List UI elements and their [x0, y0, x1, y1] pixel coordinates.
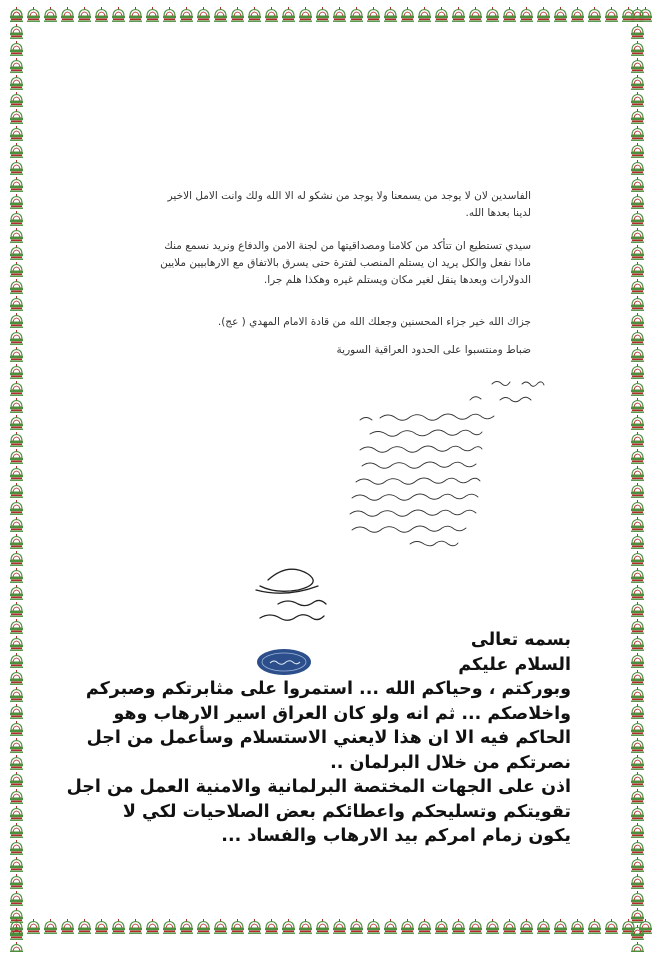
mosque-dome-icon	[569, 918, 586, 935]
mosque-dome-icon	[629, 499, 646, 516]
mosque-dome-icon	[161, 918, 178, 935]
mosque-dome-icon	[629, 108, 646, 125]
mosque-dome-icon	[8, 856, 25, 873]
mosque-dome-icon	[8, 193, 25, 210]
mosque-dome-icon	[501, 6, 518, 23]
mosque-dome-icon	[365, 6, 382, 23]
mosque-dome-icon	[59, 918, 76, 935]
mosque-dome-icon	[8, 40, 25, 57]
mosque-dome-icon	[552, 6, 569, 23]
letter-paragraph-1: الفاسدين لان لا يوجد من يسمعنا ولا يوجد من نشكو له الا الله ولك وانت الامل الاخير لدينا بعدها الله.	[167, 190, 531, 219]
mosque-dome-icon	[629, 907, 646, 924]
mosque-dome-icon	[8, 754, 25, 771]
letter-paragraph-3: جزاك الله خير جزاء المحسنين وجعلك الله من قادة الامام المهدي ( عج).	[217, 316, 531, 328]
mosque-dome-icon	[629, 261, 646, 278]
mosque-dome-icon	[629, 550, 646, 567]
transcription-line-2: السلام عليكم	[458, 654, 571, 675]
mosque-dome-icon	[144, 918, 161, 935]
mosque-dome-icon	[110, 6, 127, 23]
mosque-dome-icon	[127, 918, 144, 935]
transcription-line-9: يكون زمام امركم بيد الارهاب والفساد ...	[221, 826, 571, 846]
mosque-dome-icon	[8, 465, 25, 482]
mosque-dome-icon	[629, 125, 646, 142]
mosque-dome-icon	[246, 6, 263, 23]
mosque-dome-icon	[8, 873, 25, 890]
reply-transcription	[51, 628, 571, 849]
mosque-dome-icon	[467, 6, 484, 23]
mosque-dome-icon	[629, 465, 646, 482]
mosque-dome-icon	[629, 516, 646, 533]
mosque-dome-icon	[8, 941, 25, 952]
page-border-left	[8, 6, 42, 952]
mosque-dome-icon	[629, 448, 646, 465]
mosque-dome-icon	[8, 550, 25, 567]
mosque-dome-icon	[629, 142, 646, 159]
mosque-dome-icon	[8, 244, 25, 261]
mosque-dome-icon	[8, 805, 25, 822]
mosque-dome-icon	[629, 91, 646, 108]
mosque-dome-icon	[8, 720, 25, 737]
mosque-dome-icon	[629, 193, 646, 210]
mosque-dome-icon	[331, 6, 348, 23]
mosque-dome-icon	[8, 261, 25, 278]
mosque-dome-icon	[8, 74, 25, 91]
mosque-dome-icon	[8, 142, 25, 159]
mosque-dome-icon	[8, 482, 25, 499]
mosque-dome-icon	[629, 788, 646, 805]
mosque-dome-icon	[382, 6, 399, 23]
mosque-dome-icon	[8, 227, 25, 244]
mosque-dome-icon	[433, 6, 450, 23]
mosque-dome-icon	[8, 788, 25, 805]
mosque-dome-icon	[501, 918, 518, 935]
mosque-dome-icon	[331, 918, 348, 935]
mosque-dome-icon	[110, 918, 127, 935]
mosque-dome-icon	[629, 822, 646, 839]
mosque-dome-icon	[629, 652, 646, 669]
mosque-dome-icon	[629, 57, 646, 74]
mosque-dome-icon	[8, 533, 25, 550]
letter-signoff: ضباط ومنتسبوا على الحدود العراقية السورية	[336, 344, 531, 356]
mosque-dome-icon	[8, 601, 25, 618]
mosque-dome-icon	[629, 890, 646, 907]
mosque-dome-icon	[8, 312, 25, 329]
mosque-dome-icon	[629, 839, 646, 856]
transcription-line-8: تقويتكم وتسليحكم واعطائكم بعض الصلاحيات لكي لا	[122, 801, 571, 822]
mosque-dome-icon	[629, 227, 646, 244]
mosque-dome-icon	[127, 6, 144, 23]
mosque-dome-icon	[450, 918, 467, 935]
transcription-line-6: نصرتكم من خلال البرلمان ..	[330, 752, 571, 773]
mosque-dome-icon	[8, 23, 25, 40]
mosque-dome-icon	[603, 6, 620, 23]
mosque-dome-icon	[8, 584, 25, 601]
mosque-dome-icon	[8, 516, 25, 533]
mosque-dome-icon	[8, 380, 25, 397]
mosque-dome-icon	[382, 918, 399, 935]
mosque-dome-icon	[629, 431, 646, 448]
mosque-dome-icon	[297, 918, 314, 935]
mosque-dome-icon	[8, 91, 25, 108]
transcription-line-1: بسمه تعالى	[470, 630, 571, 650]
document-body	[60, 60, 611, 910]
transcription-line-7: اذن على الجهات المختصة البرلمانية والامنية العمل من اجل	[66, 777, 571, 797]
mosque-dome-icon	[8, 686, 25, 703]
mosque-dome-icon	[59, 6, 76, 23]
mosque-dome-icon	[8, 652, 25, 669]
mosque-dome-icon	[229, 918, 246, 935]
mosque-dome-icon	[229, 6, 246, 23]
mosque-dome-icon	[629, 669, 646, 686]
mosque-dome-icon	[93, 6, 110, 23]
mosque-dome-icon	[629, 686, 646, 703]
mosque-dome-icon	[8, 329, 25, 346]
mosque-dome-icon	[8, 703, 25, 720]
mosque-dome-icon	[263, 6, 280, 23]
page-border-top	[8, 6, 663, 40]
mosque-dome-icon	[8, 567, 25, 584]
mosque-dome-icon	[8, 499, 25, 516]
transcription-line-4: واخلاصكم ... ثم انه ولو كان العراق اسير الارهاب وهو	[113, 703, 571, 724]
mosque-dome-icon	[629, 414, 646, 431]
mosque-dome-icon	[212, 6, 229, 23]
mosque-dome-icon	[93, 918, 110, 935]
mosque-dome-icon	[629, 346, 646, 363]
mosque-dome-icon	[178, 918, 195, 935]
mosque-dome-icon	[8, 125, 25, 142]
mosque-dome-icon	[42, 6, 59, 23]
mosque-dome-icon	[8, 176, 25, 193]
mosque-dome-icon	[535, 6, 552, 23]
mosque-dome-icon	[586, 6, 603, 23]
mosque-dome-icon	[484, 918, 501, 935]
mosque-dome-icon	[8, 295, 25, 312]
mosque-dome-icon	[629, 754, 646, 771]
mosque-dome-icon	[629, 176, 646, 193]
mosque-dome-icon	[629, 312, 646, 329]
mosque-dome-icon	[263, 918, 280, 935]
mosque-dome-icon	[8, 6, 25, 23]
mosque-dome-icon	[8, 924, 25, 941]
mosque-dome-icon	[629, 40, 646, 57]
mosque-dome-icon	[629, 363, 646, 380]
mosque-dome-icon	[8, 210, 25, 227]
mosque-dome-icon	[629, 210, 646, 227]
mosque-dome-icon	[8, 278, 25, 295]
mosque-dome-icon	[629, 244, 646, 261]
mosque-dome-icon	[399, 918, 416, 935]
transcription-line-5: الحاكم فيه الا ان هذا لايعني الاستسلام وسأعمل من اجل	[86, 728, 571, 748]
mosque-dome-icon	[8, 346, 25, 363]
mosque-dome-icon	[629, 703, 646, 720]
mosque-dome-icon	[365, 918, 382, 935]
mosque-dome-icon	[314, 6, 331, 23]
mosque-dome-icon	[629, 6, 646, 23]
mosque-dome-icon	[629, 856, 646, 873]
mosque-dome-icon	[629, 941, 646, 952]
mosque-dome-icon	[433, 918, 450, 935]
mosque-dome-icon	[629, 329, 646, 346]
mosque-dome-icon	[629, 873, 646, 890]
mosque-dome-icon	[8, 822, 25, 839]
mosque-dome-icon	[8, 737, 25, 754]
mosque-dome-icon	[450, 6, 467, 23]
mosque-dome-icon	[416, 918, 433, 935]
mosque-dome-icon	[629, 295, 646, 312]
mosque-dome-icon	[629, 737, 646, 754]
mosque-dome-icon	[178, 6, 195, 23]
mosque-dome-icon	[629, 397, 646, 414]
mosque-dome-icon	[629, 584, 646, 601]
mosque-dome-icon	[8, 363, 25, 380]
mosque-dome-icon	[629, 618, 646, 635]
mosque-dome-icon	[518, 6, 535, 23]
transcription-line-3: وبوركتم ، وحياكم الله ... استمروا على مثابرتكم وصبركم	[85, 679, 571, 699]
mosque-dome-icon	[8, 431, 25, 448]
mosque-dome-icon	[484, 6, 501, 23]
mosque-dome-icon	[535, 918, 552, 935]
page-border-right	[629, 6, 663, 952]
mosque-dome-icon	[629, 805, 646, 822]
mosque-dome-icon	[629, 380, 646, 397]
mosque-dome-icon	[467, 918, 484, 935]
mosque-dome-icon	[195, 6, 212, 23]
mosque-dome-icon	[629, 159, 646, 176]
mosque-dome-icon	[161, 6, 178, 23]
mosque-dome-icon	[8, 635, 25, 652]
mosque-dome-icon	[399, 6, 416, 23]
handwritten-reply-image	[260, 378, 560, 553]
mosque-dome-icon	[144, 6, 161, 23]
mosque-dome-icon	[8, 890, 25, 907]
mosque-dome-icon	[586, 918, 603, 935]
mosque-dome-icon	[348, 918, 365, 935]
mosque-dome-icon	[629, 482, 646, 499]
mosque-dome-icon	[246, 918, 263, 935]
mosque-dome-icon	[629, 720, 646, 737]
page-border-bottom	[8, 918, 663, 952]
mosque-dome-icon	[212, 918, 229, 935]
mosque-dome-icon	[280, 918, 297, 935]
mosque-dome-icon	[629, 278, 646, 295]
mosque-dome-icon	[195, 918, 212, 935]
mosque-dome-icon	[629, 635, 646, 652]
mosque-dome-icon	[629, 771, 646, 788]
mosque-dome-icon	[416, 6, 433, 23]
mosque-dome-icon	[348, 6, 365, 23]
mosque-dome-icon	[280, 6, 297, 23]
mosque-dome-icon	[8, 839, 25, 856]
mosque-dome-icon	[629, 74, 646, 91]
mosque-dome-icon	[8, 108, 25, 125]
mosque-dome-icon	[569, 6, 586, 23]
mosque-dome-icon	[297, 6, 314, 23]
mosque-dome-icon	[552, 918, 569, 935]
mosque-dome-icon	[314, 918, 331, 935]
mosque-dome-icon	[518, 918, 535, 935]
mosque-dome-icon	[629, 23, 646, 40]
mosque-dome-icon	[8, 669, 25, 686]
mosque-dome-icon	[76, 6, 93, 23]
mosque-dome-icon	[629, 567, 646, 584]
mosque-dome-icon	[8, 414, 25, 431]
mosque-dome-icon	[76, 918, 93, 935]
mosque-dome-icon	[8, 159, 25, 176]
mosque-dome-icon	[8, 618, 25, 635]
mosque-dome-icon	[8, 57, 25, 74]
mosque-dome-icon	[8, 771, 25, 788]
mosque-dome-icon	[629, 924, 646, 941]
letter-paragraph-2: سيدي تستطيع ان تتأكد من كلامنا ومصداقيتها من لجنة الامن والدفاع ونريد نسمع منك ماذا نفعل والكل يريد ان يستلم المنصب لفترة حتى يسرق بالاتفاق مع الارهابيين ملايين الدولارات وبعدها ينقل لغير مكان ويستلم غيره وهكذا هلم جرا.	[160, 240, 531, 286]
mosque-dome-icon	[629, 533, 646, 550]
mosque-dome-icon	[629, 601, 646, 618]
mosque-dome-icon	[8, 907, 25, 924]
mosque-dome-icon	[603, 918, 620, 935]
mosque-dome-icon	[42, 918, 59, 935]
mosque-dome-icon	[8, 397, 25, 414]
mosque-dome-icon	[8, 448, 25, 465]
